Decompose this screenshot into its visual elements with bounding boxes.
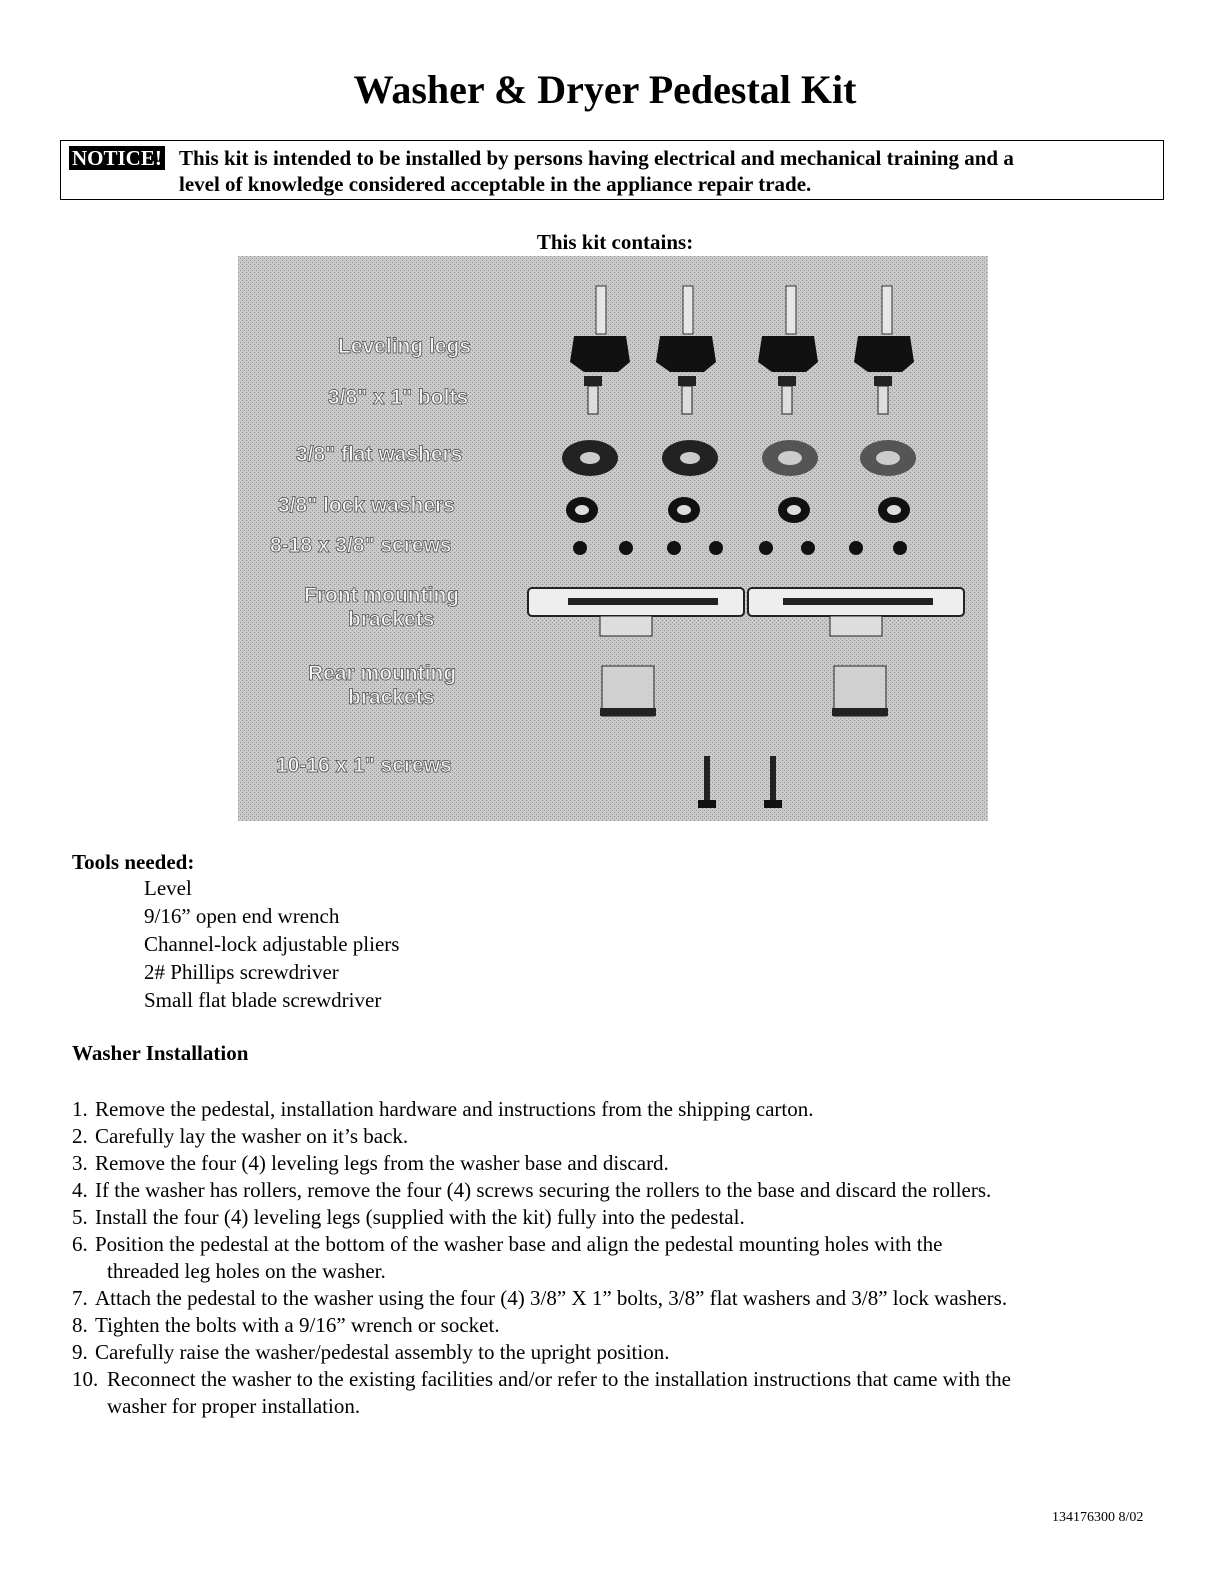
step-number: 8. bbox=[72, 1313, 88, 1337]
small-screw-7 bbox=[849, 541, 863, 555]
step-text: Carefully raise the washer/pedestal assembly to the upright position. bbox=[95, 1340, 670, 1364]
rear-bracket-2 bbox=[832, 666, 888, 716]
step-item bbox=[72, 1366, 1162, 1420]
step-number: 1. bbox=[72, 1097, 88, 1121]
rear-bracket-1 bbox=[600, 666, 656, 716]
page-title: Washer & Dryer Pedestal Kit bbox=[353, 67, 857, 112]
flat-washer-3 bbox=[762, 440, 818, 476]
lock-washer-4 bbox=[878, 497, 910, 523]
label-lock-washers: 3/8" lock washers bbox=[278, 494, 455, 517]
step-item bbox=[72, 1312, 1162, 1339]
step-number: 9. bbox=[72, 1340, 88, 1364]
label-bolts: 3/8" x 1" bolts bbox=[328, 386, 469, 409]
small-screw-1 bbox=[573, 541, 587, 555]
step-item bbox=[72, 1177, 1162, 1204]
step-number: 6. bbox=[72, 1232, 88, 1256]
notice-tag: NOTICE! bbox=[69, 146, 165, 170]
step-item bbox=[72, 1096, 1162, 1123]
label-small-screws: 8-18 x 3/8" screws bbox=[270, 534, 452, 557]
washer-installation-steps bbox=[72, 1096, 1162, 1420]
step-text-continued: threaded leg holes on the washer. bbox=[107, 1259, 386, 1283]
small-screw-8 bbox=[893, 541, 907, 555]
flat-washer-1 bbox=[562, 440, 618, 476]
step-text: Position the pedestal at the bottom of the washer base and align the pedestal mounting holes with the bbox=[95, 1232, 943, 1256]
step-text: Install the four (4) leveling legs (supplied with the kit) fully into the pedestal. bbox=[95, 1205, 745, 1229]
document-number: 134176300 8/02 bbox=[1052, 1510, 1144, 1525]
washer-installation-heading: Washer Installation bbox=[72, 1041, 249, 1065]
small-screw-6 bbox=[801, 541, 815, 555]
step-item bbox=[72, 1231, 1162, 1285]
step-number: 7. bbox=[72, 1286, 88, 1310]
small-screw-5 bbox=[759, 541, 773, 555]
tools-heading: Tools needed: bbox=[72, 850, 195, 874]
step-item bbox=[72, 1123, 1162, 1150]
step-text-continued: washer for proper installation. bbox=[107, 1394, 361, 1418]
step-item bbox=[72, 1150, 1162, 1177]
flat-washer-2 bbox=[662, 440, 718, 476]
notice-box bbox=[60, 140, 1164, 200]
step-text: Tighten the bolts with a 9/16” wrench or socket. bbox=[95, 1313, 500, 1337]
step-text: Remove the four (4) leveling legs from the washer base and discard. bbox=[95, 1151, 669, 1175]
tool-item: Small flat blade screwdriver bbox=[144, 988, 382, 1012]
flat-washer-4 bbox=[860, 440, 916, 476]
step-item bbox=[72, 1339, 1162, 1366]
tool-item: Level bbox=[144, 876, 192, 900]
step-number: 10. bbox=[72, 1367, 99, 1391]
label-rear-brackets-2: brackets bbox=[348, 686, 435, 709]
notice-text-line1: This kit is intended to be installed by persons having electrical and mechanical training and a bbox=[179, 146, 1014, 170]
step-number: 5. bbox=[72, 1205, 88, 1229]
small-screw-4 bbox=[709, 541, 723, 555]
tool-item: 9/16” open end wrench bbox=[144, 904, 340, 928]
label-flat-washers: 3/8" flat washers bbox=[296, 443, 463, 466]
notice-text-line2: level of knowledge considered acceptable in the appliance repair trade. bbox=[179, 172, 812, 196]
lock-washer-2 bbox=[668, 497, 700, 523]
kit-contents-caption: This kit contains: bbox=[536, 230, 694, 254]
label-rear-brackets-1: Rear mounting bbox=[308, 662, 457, 685]
label-leveling-legs: Leveling legs bbox=[338, 335, 472, 358]
step-item bbox=[72, 1204, 1162, 1231]
label-long-screws: 10-16 x 1" screws bbox=[276, 754, 452, 777]
label-front-brackets-1: Front mounting bbox=[304, 584, 460, 607]
step-text: Carefully lay the washer on it’s back. bbox=[95, 1124, 409, 1148]
step-text: Remove the pedestal, installation hardware and instructions from the shipping carton. bbox=[95, 1097, 814, 1121]
small-screw-2 bbox=[619, 541, 633, 555]
tool-item: 2# Phillips screwdriver bbox=[144, 960, 339, 984]
step-item bbox=[72, 1285, 1162, 1312]
step-number: 3. bbox=[72, 1151, 88, 1175]
step-number: 4. bbox=[72, 1178, 88, 1202]
step-text: If the washer has rollers, remove the four (4) screws securing the rollers to the base and discard the rollers. bbox=[95, 1178, 992, 1202]
step-text: Attach the pedestal to the washer using the four (4) 3/8” X 1” bolts, 3/8” flat washers and 3/8” lock washers. bbox=[95, 1286, 1008, 1310]
step-text: Reconnect the washer to the existing facilities and/or refer to the installation instructions that came with the bbox=[107, 1367, 1011, 1391]
lock-washer-1 bbox=[566, 497, 598, 523]
lock-washer-3 bbox=[778, 497, 810, 523]
kit-contents-photo bbox=[238, 256, 988, 821]
small-screw-3 bbox=[667, 541, 681, 555]
tools-list bbox=[144, 874, 399, 1014]
label-front-brackets-2: brackets bbox=[348, 608, 435, 631]
step-number: 2. bbox=[72, 1124, 88, 1148]
tool-item: Channel-lock adjustable pliers bbox=[144, 932, 400, 956]
